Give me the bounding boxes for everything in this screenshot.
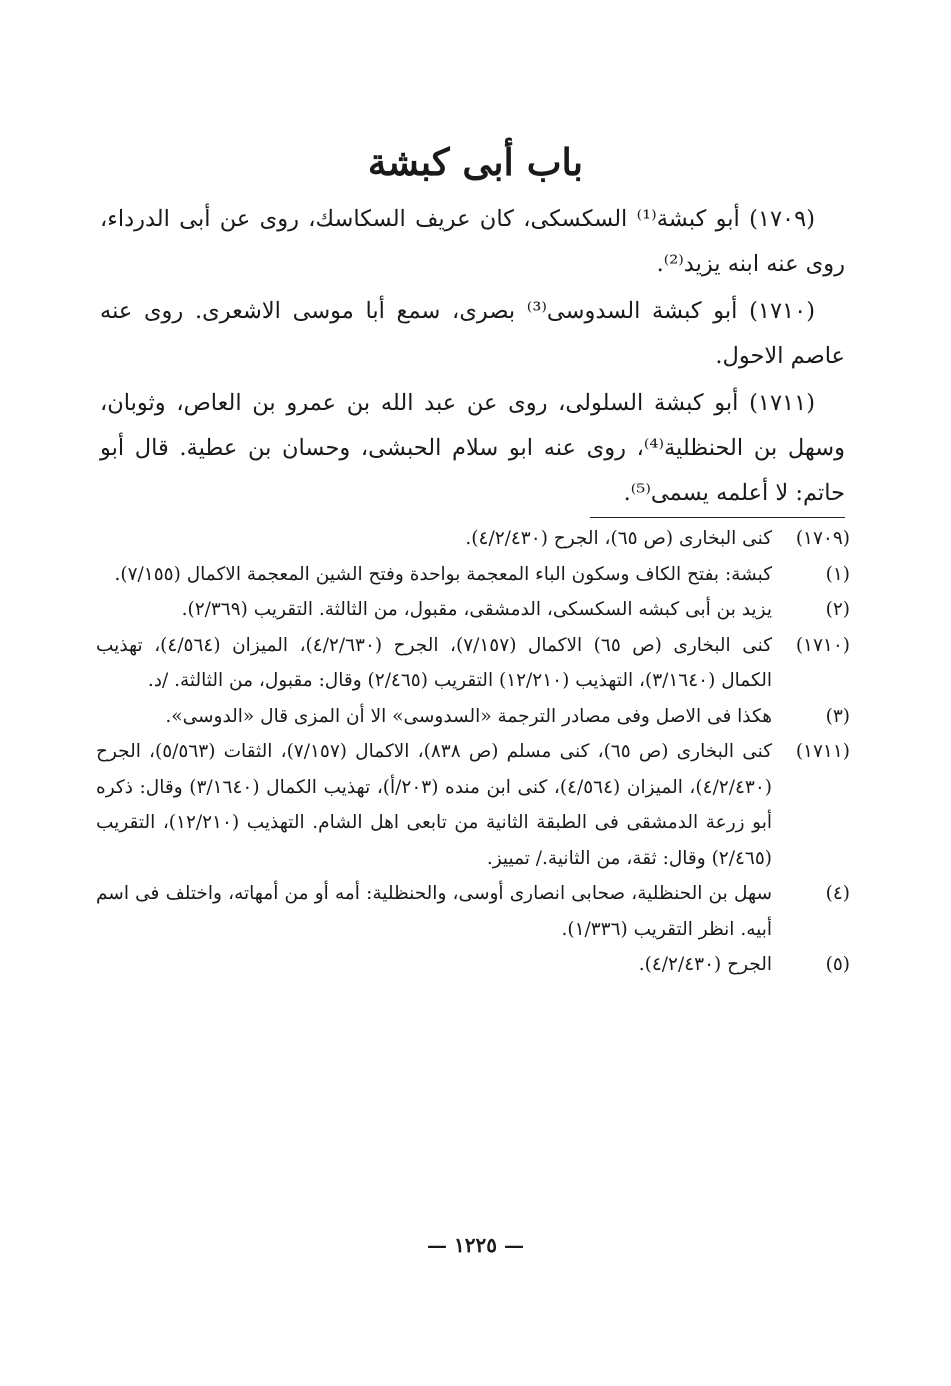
footnote-text: يزيد بن أبى كبشه السكسكى، الدمشقى، مقبول، من الثالثة. التقريب (٢/٣٦٩). (181, 599, 772, 620)
footnote-text: هكذا فى الاصل وفى مصادر الترجمة «السدوسى» الا أن المزى قال «الدوسى». (165, 705, 772, 727)
footnote-text: كنى البخارى (ص ٦٥)، كنى مسلم (ص ٨٣٨)، الاكمال (٧/١٥٧)، الثقات (٥/٥٦٣)، الجرح (٤/٢/٤٣٠)، الميزان (٤/٥٦٤)، كنى ابن منده (٢٠٣/أ)، تهذيب الكمال (٣/١٦٤٠) وقال: ذكره أبو زرعة الدمشقى فى الطبقة الثانية من تابعى اهل الشام. التهذيب (١٢/٢١٠)، التقريب (٢/٤٦٥) وقال: ثقة، من الثانية./ تمييز. (96, 741, 773, 869)
footnote-number: (٥) (825, 954, 850, 975)
footnote-number: (٢) (825, 599, 850, 620)
entry-1709: (١٧٠٩) أبو كبشة⁽¹⁾ السكسكى، كان عريف السكاسك، روى عن أبى الدرداء، روى عنه ابنه يزيد⁽²⁾. (100, 206, 845, 277)
footnote-item (96, 521, 850, 557)
footnote-text: كبشة: بفتح الكاف وسكون الباء المعجمة بواحدة وفتح الشين المعجمة الاكمال (٧/١٥٥). (114, 563, 772, 585)
chapter-title: باب أبى كبشة (367, 140, 584, 184)
footnote-item (96, 876, 850, 947)
footnote-text: كنى البخارى (ص ٦٥)، الجرح (٤/٢/٤٣٠). (465, 528, 772, 549)
main-entries (100, 197, 845, 518)
footnotes (96, 521, 850, 983)
page-number: — ١٢٢٥ — (427, 1233, 524, 1257)
footnote-number: (٣) (825, 705, 850, 727)
footnote-number: (١٧١٠) (795, 634, 850, 656)
entry-1710: (١٧١٠) أبو كبشة السدوسى⁽³⁾ بصرى، سمع أبا موسى الاشعرى. روى عنه عاصم الاحول. (100, 298, 845, 369)
entry-1711: (١٧١١) أبو كبشة السلولى، روى عن عبد الله بن عمرو بن العاص، وثوبان، وسهل بن الحنظلية⁽⁴⁾، روى عنه ابو سلام الحبشى، وحسان بن عطية. قال أبو حاتم: لا أعلمه يسمى⁽⁵⁾. (100, 390, 845, 506)
footnote-text: كنى البخارى (ص ٦٥) الاكمال (٧/١٥٧)، الجرح (٤/٢/٦٣٠)، الميزان (٤/٥٦٤)، تهذيب الكمال (٣/١٦٤٠)، التهذيب (١٢/٢١٠) التقريب (٢/٤٦٥) وقال: مقبول، من الثالثة. /د. (96, 634, 772, 691)
footnote-number: (١٧٠٩) (795, 528, 850, 549)
footnote-item (96, 628, 850, 699)
footnote-item (96, 734, 850, 876)
footnote-item (96, 592, 850, 628)
footnote-item (96, 557, 850, 593)
footnote-text: سهل بن الحنظلية، صحابى انصارى أوسى، والحنظلية: أمه أو من أمهاته، واختلف فى اسم أبيه. انظر التقريب (١/٣٣٦). (96, 883, 772, 940)
footnote-divider (590, 517, 845, 518)
footnote-number: (١٧١١) (795, 741, 850, 762)
footnote-number: (١) (825, 563, 850, 585)
footnote-text: الجرح (٤/٢/٤٣٠). (638, 954, 772, 975)
footnote-number: (٤) (825, 883, 850, 904)
footnote-item (96, 947, 850, 983)
footnote-item (96, 699, 850, 735)
